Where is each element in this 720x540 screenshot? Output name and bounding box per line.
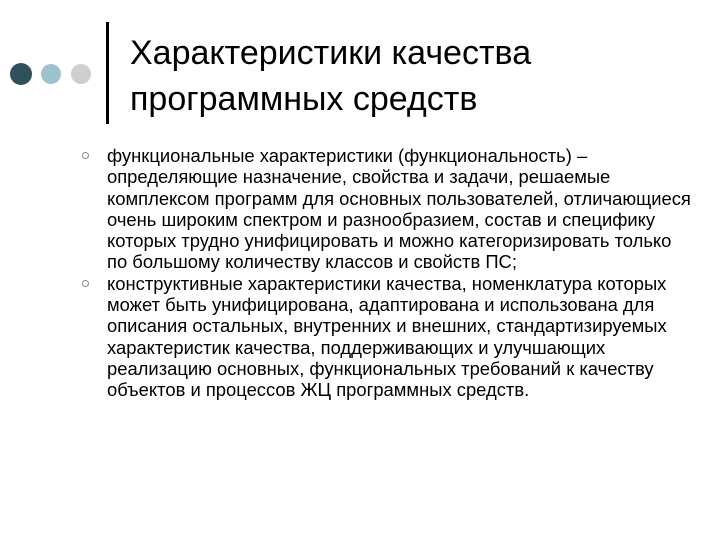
ring-bullet-icon [82, 280, 89, 287]
bullet-item-text: конструктивные характеристики качества, номенклатура которых может быть унифицирована, адаптирована и использована для описания остальных, внутренних и внешних, стандартизируемых характеристик качества, поддерживающих и улучшающих реализацию основных, функциональных требований к качеству объектов и процессов ЖЦ программных средств. [107, 272, 667, 401]
dark-dot-icon [10, 63, 32, 85]
gray-dot-icon [71, 64, 91, 84]
light-blue-dot-icon [41, 64, 61, 84]
slide-title-line-1: Характеристики качества [130, 34, 532, 72]
ring-bullet-icon [82, 152, 89, 159]
slide-title-line-2: программных средств [130, 80, 478, 118]
bullet-list [82, 145, 692, 401]
bullet-item-constructive [82, 273, 692, 401]
title-divider [106, 22, 109, 124]
bullet-item-functional [82, 145, 692, 273]
slide-title [130, 30, 700, 122]
bullet-item-text: функциональные характеристики (функциональность) – определяющие назначение, свойства и задачи, решаемые комплексом программ для основных пользователей, отличающиеся очень широким спектром и разнообразием, состав и специфику которых трудно унифицировать и можно категоризировать только по большому количеству классов и свойств ПС; [107, 145, 691, 273]
decorative-dots [10, 63, 100, 87]
